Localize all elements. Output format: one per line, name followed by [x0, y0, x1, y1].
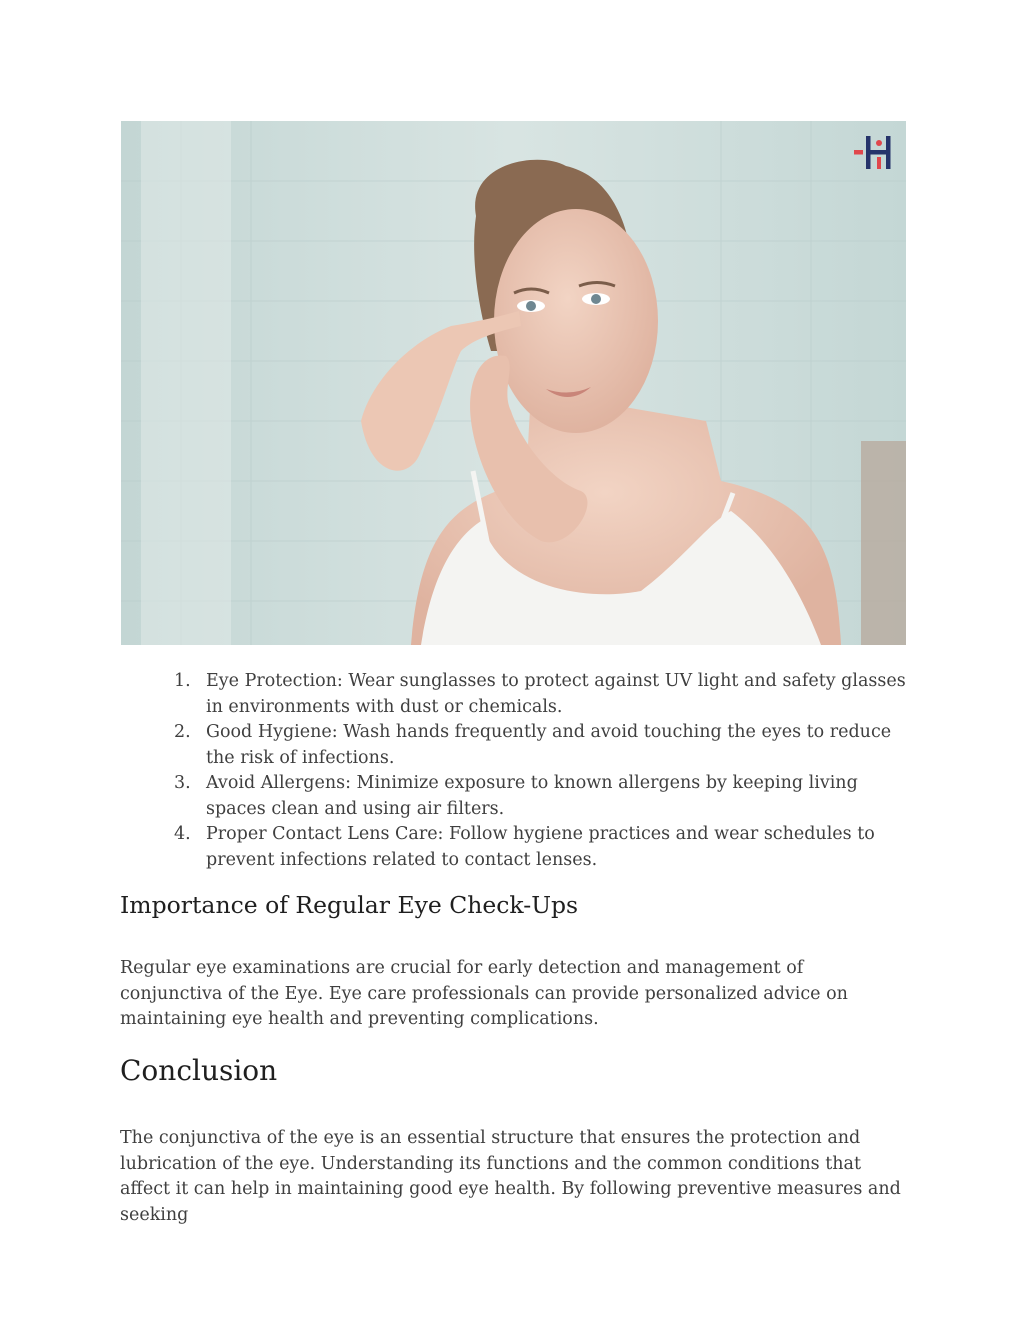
list-item: [120, 771, 910, 822]
list-item: [120, 720, 910, 771]
woman-applying-contact-lens-photo: [121, 121, 906, 645]
list-item-number: 3.: [174, 773, 191, 793]
importance-paragraph: Regular eye examinations are crucial for early detection and management of conjunctiva of the Eye. Eye care professionals can provide personalized advice on maintaining eye health and preventing complications.: [120, 958, 848, 1029]
list-item-text: Avoid Allergens: Minimize exposure to known allergens by keeping living spaces clean and using air filters.: [206, 773, 858, 819]
prevention-list: [120, 669, 910, 873]
conclusion-heading: Conclusion: [120, 1054, 278, 1087]
list-item: [120, 822, 910, 873]
list-item-number: 2.: [174, 722, 191, 742]
conclusion-paragraph: The conjunctiva of the eye is an essential structure that ensures the protection and lubrication of the eye. Understanding its functions and the common conditions that affect it can help in maintaining good eye health. By following preventive measures and seeking: [120, 1128, 901, 1225]
list-item-text: Eye Protection: Wear sunglasses to protect against UV light and safety glasses in environments with dust or chemicals.: [206, 671, 906, 717]
list-item-number: 4.: [174, 824, 191, 844]
list-item-text: Good Hygiene: Wash hands frequently and avoid touching the eyes to reduce the risk of infections.: [206, 722, 892, 768]
list-item-number: 1.: [174, 671, 191, 691]
list-item-text: Proper Contact Lens Care: Follow hygiene practices and wear schedules to prevent infections related to contact lenses.: [206, 824, 875, 870]
list-item: [120, 669, 910, 720]
importance-heading: Importance of Regular Eye Check-Ups: [120, 891, 579, 919]
